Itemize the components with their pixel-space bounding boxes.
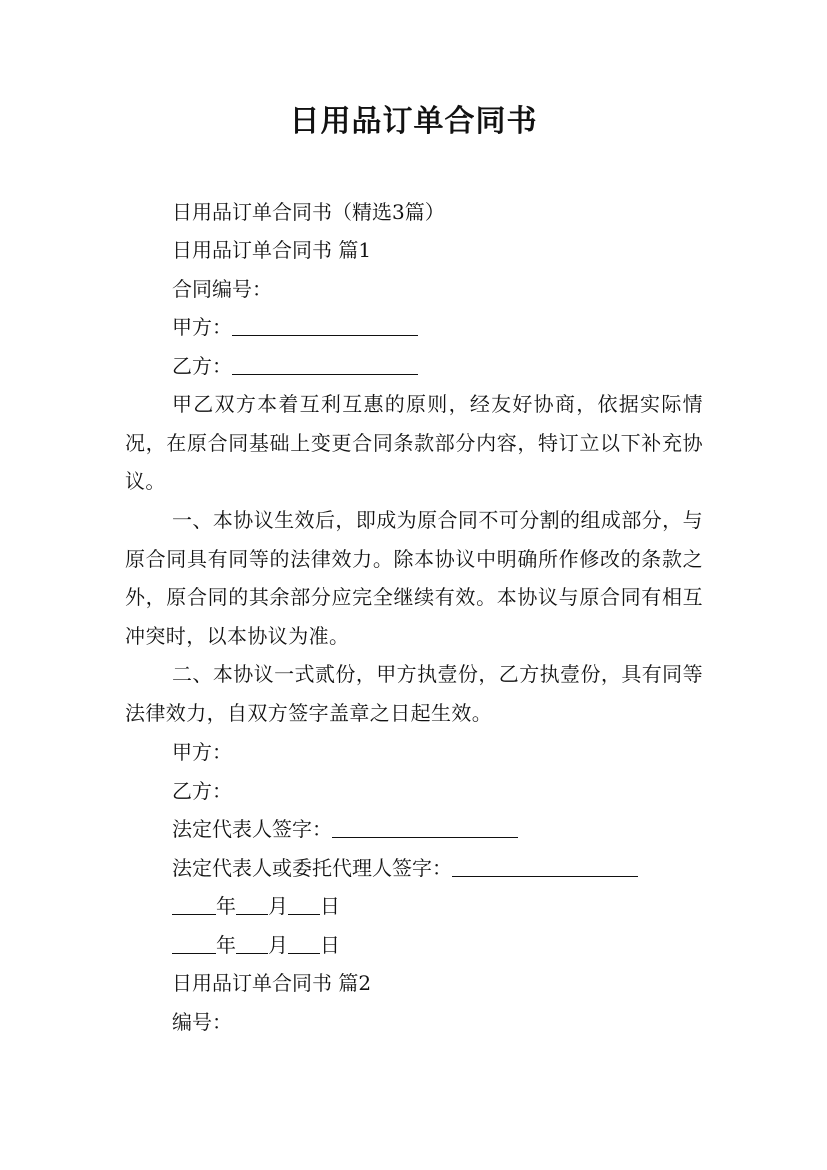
legal-rep-or-agent-line (125, 849, 752, 888)
intro-paragraph: 甲乙双方本着互利互惠的原则，经友好协商，依据实际情况，在原合同基础上变更合同条款部分内容，特订立以下补充协议。 (125, 392, 703, 493)
document-title: 日用品订单合同书 (289, 104, 538, 139)
party-b-line (125, 347, 752, 386)
sign-party-b-label: 乙方： (172, 779, 232, 803)
year-blank (172, 929, 216, 954)
year-blank (172, 890, 216, 915)
legal-rep-blank (332, 813, 518, 838)
legal-rep-line (125, 810, 752, 849)
date-line-1 (125, 887, 752, 926)
month-blank (236, 890, 268, 915)
date-line-2 (125, 926, 752, 965)
contract-number-label: 合同编号： (172, 277, 272, 301)
month-label: 月 (268, 894, 288, 918)
month-label: 月 (268, 933, 288, 957)
part1-heading: 日用品订单合同书 篇1 (172, 238, 372, 262)
day-blank (288, 890, 320, 915)
party-b-label: 乙方： (172, 354, 232, 378)
number-label: 编号： (172, 1010, 232, 1034)
party-b-blank (232, 350, 418, 375)
year-label: 年 (216, 933, 236, 957)
clause-1-paragraph: 一、本协议生效后，即成为原合同不可分割的组成部分，与原合同具有同等的法律效力。除本协议中明确所作修改的条款之外，原合同的其余部分应完全继续有效。本协议与原合同有相互冲突时，以本协议为准。 (125, 508, 703, 648)
party-a-blank (232, 311, 418, 336)
clause-2-paragraph: 二、本协议一式贰份，甲方执壹份，乙方执壹份，具有同等法律效力，自双方签字盖章之日起生效。 (125, 662, 703, 725)
day-blank (288, 929, 320, 954)
legal-rep-label: 法定代表人签字： (172, 817, 332, 841)
year-label: 年 (216, 894, 236, 918)
part2-heading: 日用品订单合同书 篇2 (172, 971, 372, 995)
day-label: 日 (320, 894, 340, 918)
month-blank (236, 929, 268, 954)
legal-rep-or-agent-label: 法定代表人或委托代理人签字： (172, 856, 452, 880)
sign-party-a-label: 甲方： (172, 740, 232, 764)
party-a-label: 甲方： (172, 315, 232, 339)
document-subtitle: 日用品订单合同书（精选3篇） (172, 200, 445, 224)
party-a-line (125, 308, 752, 347)
legal-rep-or-agent-blank (452, 852, 638, 877)
day-label: 日 (320, 933, 340, 957)
